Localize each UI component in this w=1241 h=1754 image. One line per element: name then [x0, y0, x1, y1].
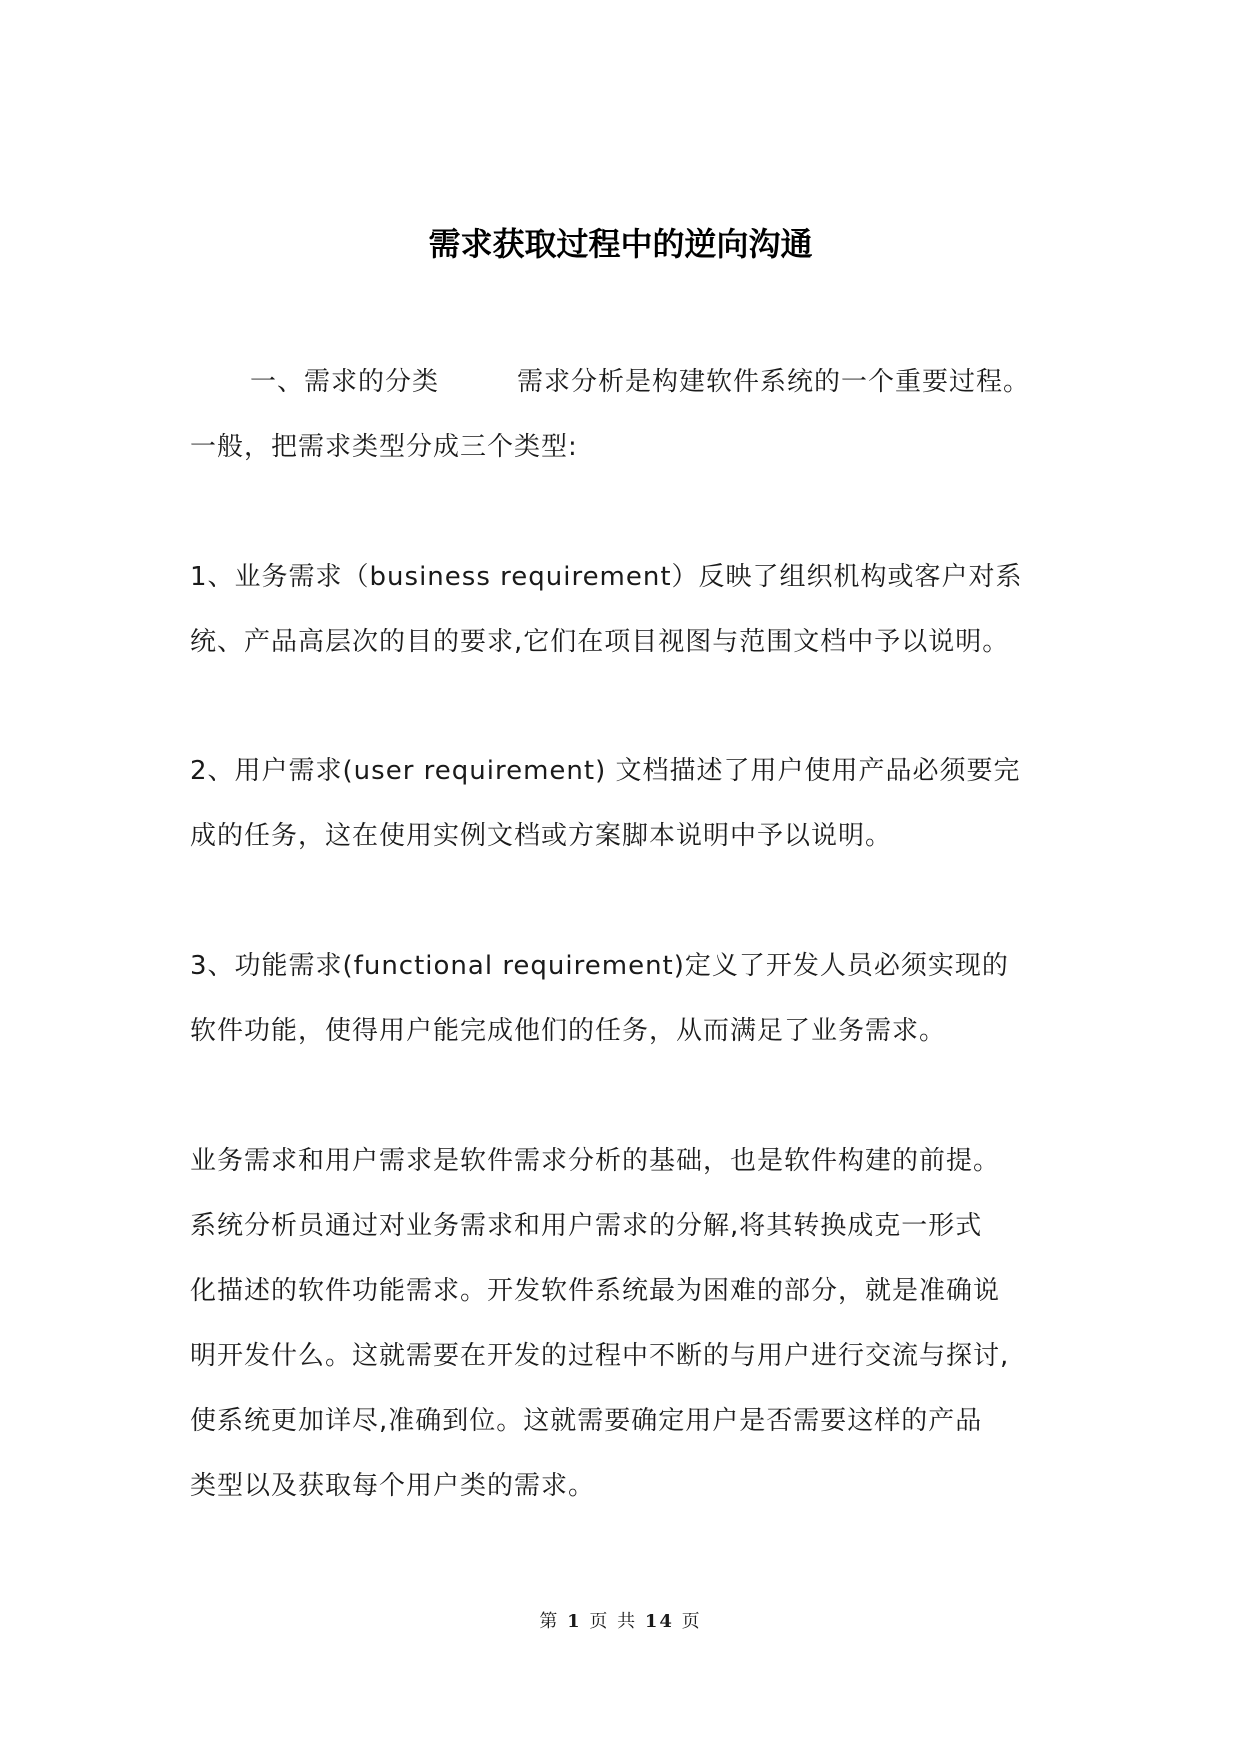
item3-line1: 3、功能需求(functional requirement)定义了开发人员必须实现的: [190, 951, 1009, 981]
intro-line1: 需求分析是构建软件系统的一个重要过程。: [517, 367, 1031, 397]
paragraph-item-2: [190, 739, 1070, 869]
paragraph-line: [190, 350, 1070, 415]
item1-line1: 1、业务需求（business requirement）反映了组织机构或客户对系: [190, 562, 1023, 592]
current-page-number: 1: [567, 1611, 582, 1632]
item2-line2: 成的任务，这在使用实例文档或方案脚本说明中予以说明。: [190, 821, 893, 851]
footer-middle: 页 共: [589, 1611, 638, 1632]
footer-suffix: 页: [681, 1611, 702, 1632]
summary-line1: 业务需求和用户需求是软件需求分析的基础，也是软件构建的前提。: [190, 1146, 1001, 1176]
page-footer: [0, 1610, 1241, 1634]
paragraph-item-3: [190, 934, 1070, 1064]
item1-line2: 统、产品高层次的目的要求,它们在项目视图与范围文档中予以说明。: [190, 627, 1010, 657]
summary-line6: 类型以及获取每个用户类的需求。: [190, 1471, 596, 1501]
section-heading: 一、需求的分类: [250, 367, 440, 397]
total-page-count: 14: [644, 1611, 674, 1632]
summary-line2: 系统分析员通过对业务需求和用户需求的分解,将其转换成克一形式: [190, 1211, 983, 1241]
paragraph-intro: [190, 350, 1070, 480]
footer-prefix: 第: [539, 1611, 560, 1632]
paragraph-item-1: [190, 545, 1070, 675]
item2-line1: 2、用户需求(user requirement) 文档描述了用户使用产品必须要完: [190, 756, 1021, 786]
summary-line5: 使系统更加详尽,准确到位。这就需要确定用户是否需要这样的产品: [190, 1406, 983, 1436]
intro-line2: 一般，把需求类型分成三个类型:: [190, 432, 578, 462]
paragraph-summary: [190, 1129, 1070, 1519]
item3-line2: 软件功能，使得用户能完成他们的任务，从而满足了业务需求。: [190, 1016, 947, 1046]
document-title: 需求获取过程中的逆向沟通: [428, 225, 813, 263]
summary-line3: 化描述的软件功能需求。开发软件系统最为困难的部分，就是准确说: [190, 1276, 1001, 1306]
summary-line4: 明开发什么。这就需要在开发的过程中不断的与用户进行交流与探讨,: [190, 1341, 1010, 1371]
